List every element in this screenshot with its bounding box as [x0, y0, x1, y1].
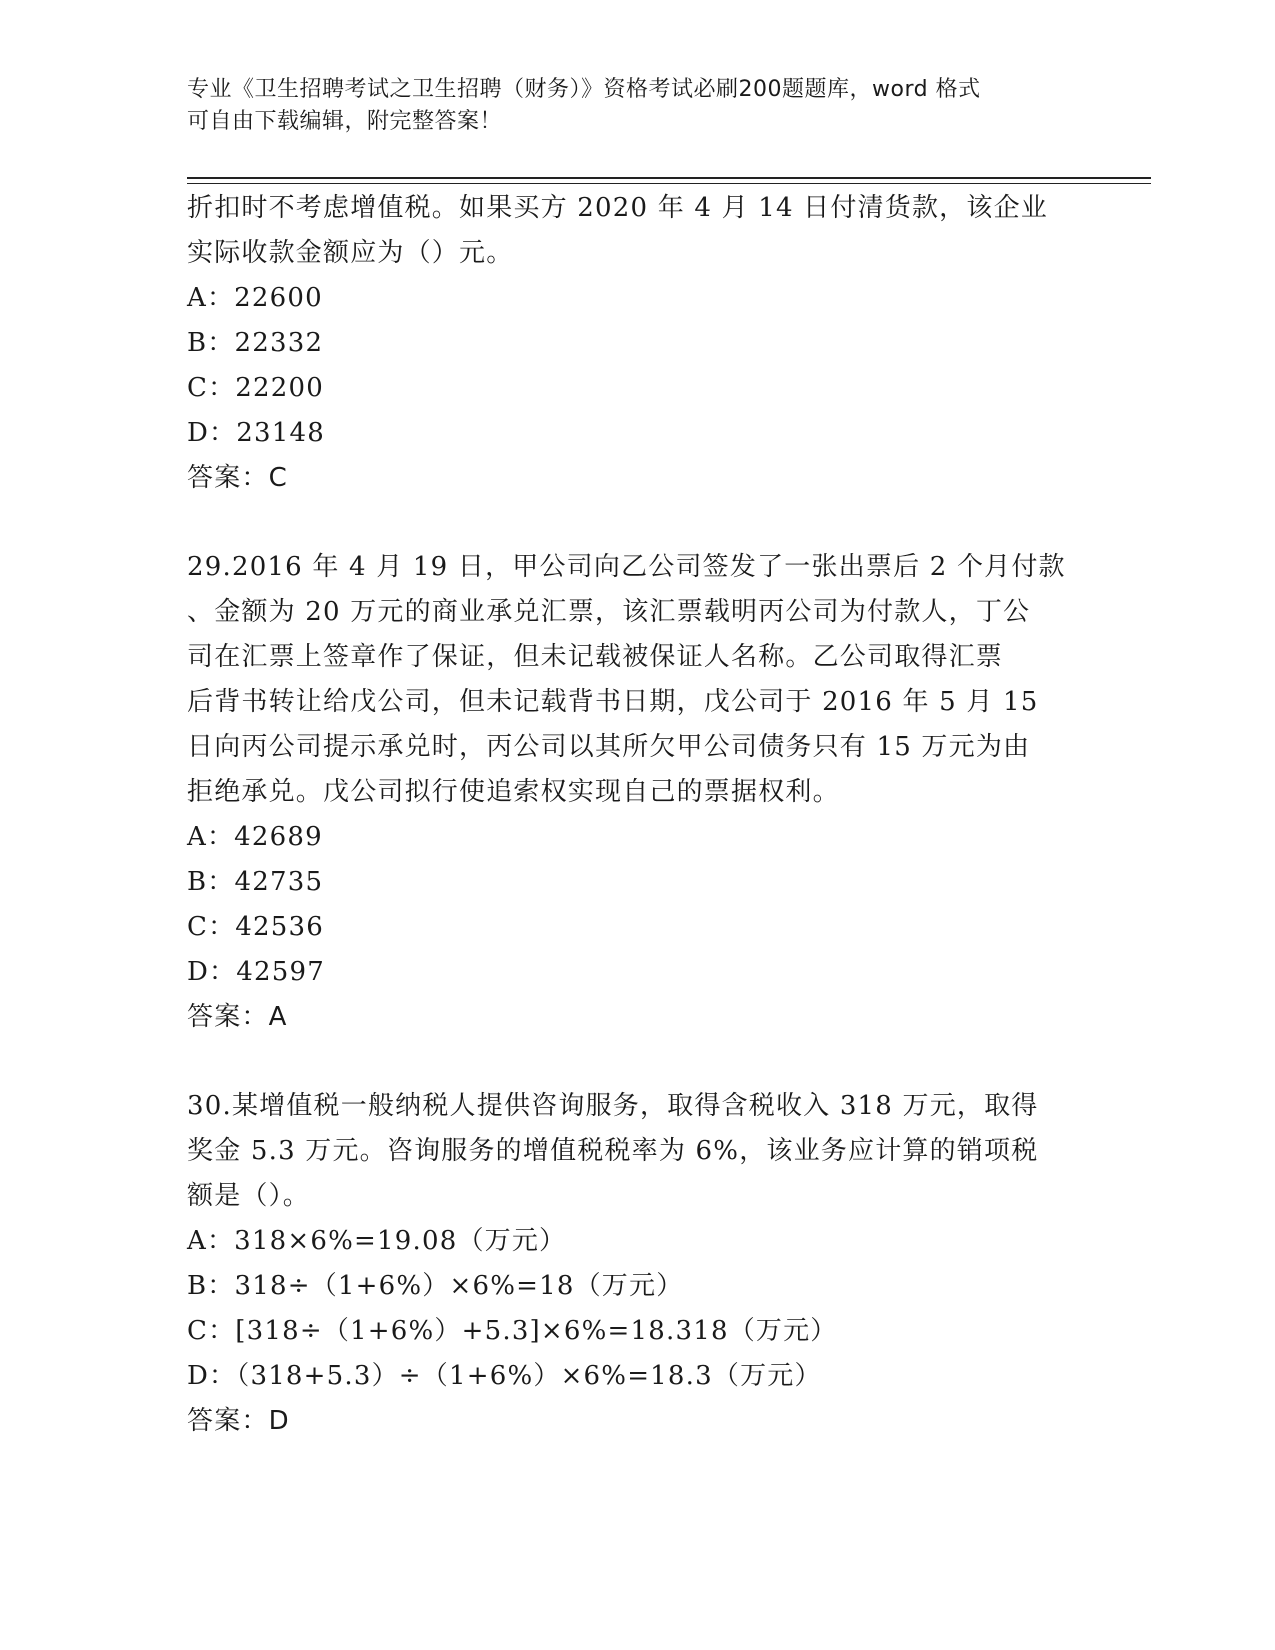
question-stem-line: 、金额为 20 万元的商业承兑汇票，该汇票载明丙公司为付款人，丁公	[187, 597, 1031, 627]
header-divider-thick	[187, 177, 1151, 179]
question-stem-line: 实际收款金额应为（）元。	[187, 238, 514, 268]
answer-line: 答案：C	[187, 463, 288, 493]
question-28	[187, 186, 1087, 501]
option-a: A：22600	[187, 283, 323, 313]
answer-line: 答案：D	[187, 1406, 290, 1436]
header-title-line-2: 可自由下载编辑，附完整答案！	[187, 109, 503, 134]
question-stem-line: 后背书转让给戊公司，但未记载背书日期，戊公司于 2016 年 5 月 15	[187, 687, 1039, 717]
header-divider-thin	[187, 183, 1151, 184]
option-c: C：42536	[187, 912, 325, 942]
option-a: A：42689	[187, 822, 323, 852]
question-stem-line: 日向丙公司提示承兑时，丙公司以其所欠甲公司债务只有 15 万元为由	[187, 732, 1031, 762]
question-stem-line: 拒绝承兑。戊公司拟行使追索权实现自己的票据权利。	[187, 777, 840, 807]
question-spacer	[187, 501, 1087, 545]
document-header	[187, 74, 1067, 138]
option-d: D：23148	[187, 418, 325, 448]
option-c: C：22200	[187, 373, 325, 403]
option-c: C：[318÷（1+6%）+5.3]×6%=18.318（万元）	[187, 1316, 838, 1346]
question-29	[187, 545, 1087, 1040]
question-stem-line: 29.2016 年 4 月 19 日，甲公司向乙公司签发了一张出票后 2 个月付款	[187, 552, 1066, 582]
question-stem-line: 司在汇票上签章作了保证，但未记载被保证人名称。乙公司取得汇票	[187, 642, 1004, 672]
question-stem-line: 30.某增值税一般纳税人提供咨询服务，取得含税收入 318 万元，取得	[187, 1091, 1039, 1121]
question-content	[187, 186, 1087, 1444]
question-spacer	[187, 1040, 1087, 1084]
question-30	[187, 1084, 1087, 1444]
option-d: D：（318+5.3）÷（1+6%）×6%=18.3（万元）	[187, 1361, 822, 1391]
option-b: B：318÷（1+6%）×6%=18（万元）	[187, 1271, 684, 1301]
header-title-line-1: 专业《卫生招聘考试之卫生招聘（财务）》资格考试必刷200题题库，word 格式	[187, 77, 981, 102]
option-b: B：22332	[187, 328, 324, 358]
option-b: B：42735	[187, 867, 324, 897]
option-a: A：318×6%=19.08（万元）	[187, 1226, 567, 1256]
question-stem-line: 折扣时不考虑增值税。如果买方 2020 年 4 月 14 日付清货款，该企业	[187, 193, 1048, 223]
answer-line: 答案：A	[187, 1002, 288, 1032]
question-stem-line: 额是（）。	[187, 1181, 311, 1211]
question-stem-line: 奖金 5.3 万元。咨询服务的增值税税率为 6%，该业务应计算的销项税	[187, 1136, 1039, 1166]
option-d: D：42597	[187, 957, 325, 987]
